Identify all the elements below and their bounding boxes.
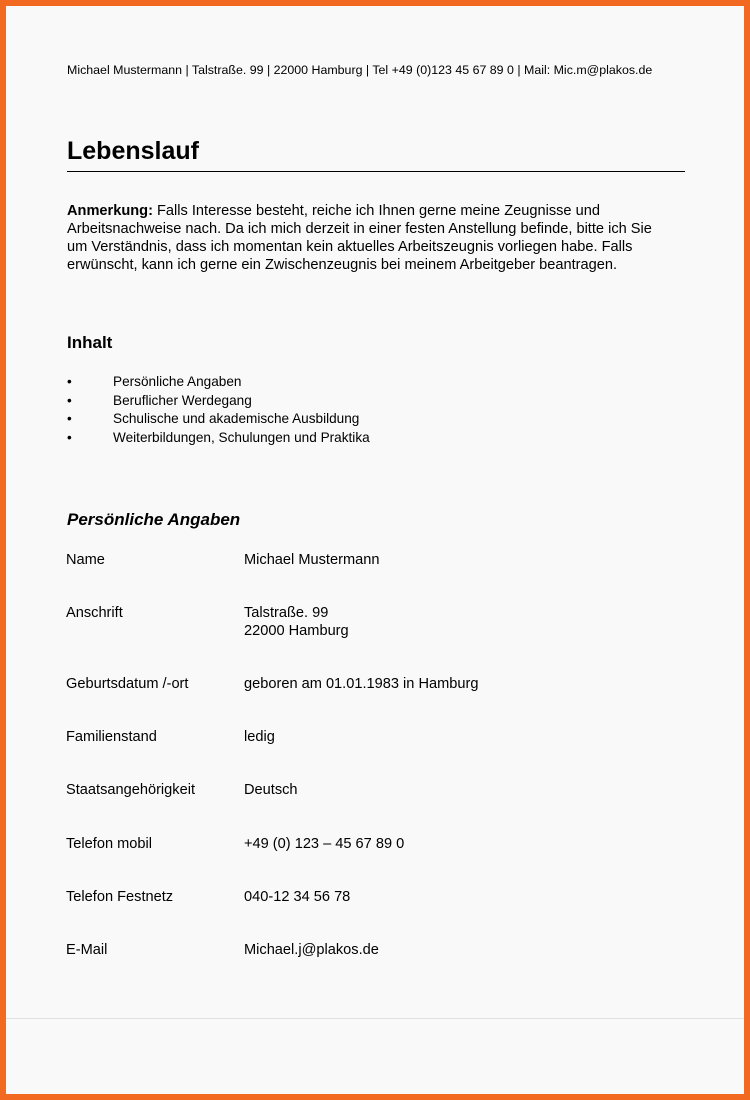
contents-item-label: Persönliche Angaben [113,374,242,389]
field-value: Michael.j@plakos.de [244,942,379,958]
note-label: Anmerkung: [67,203,153,219]
field-value: 040-12 34 56 78 [244,889,351,905]
page-title: Lebenslauf [67,137,199,165]
field-label: E-Mail [66,942,108,958]
footer-divider [6,1018,744,1019]
field-label: Telefon mobil [66,836,152,852]
field-label: Telefon Festnetz [66,889,174,905]
contact-header: Michael Mustermann | Talstraße. 99 | 22000 Hamburg | Tel +49 (0)123 45 67 89 0 | Mail: Mic.m@plakos.de [67,63,653,77]
field-label: Geburtsdatum /-ort [66,676,189,692]
contents-item-label: Beruflicher Werdegang [113,392,252,408]
field-value: geboren am 01.01.1983 in Hamburg [244,676,479,692]
bullet-icon: • [67,411,72,427]
field-label: Name [66,552,105,568]
field-value-line2: 22000 Hamburg [244,623,349,639]
note-text: Falls Interesse besteht, reiche ich Ihnen gerne meine Zeugnisse und Arbeitsnachweise nach. Da ich mich derzeit in einer festen Anstellung befinde, bitte ich Sie um Verständnis, dass ich momentan kein aktuelles Arbeitszeugnis vorliegen habe. Falls erwünscht, kann ich gerne ein Zwischenzeugnis bei meinem Arbeitgeber beantragen. [67,203,652,273]
bullet-icon: • [67,392,72,408]
field-label: Staatsangehörigkeit [66,782,195,798]
bullet-icon: • [67,430,72,446]
field-value: +49 (0) 123 – 45 67 89 0 [244,836,405,852]
contents-heading: Inhalt [67,333,113,352]
title-divider [67,171,685,172]
field-label: Familienstand [66,729,157,745]
bullet-icon: • [67,374,72,389]
field-value: Talstraße. 99 [244,605,329,621]
field-label: Anschrift [66,605,123,621]
contents-item-label: Schulische und akademische Ausbildung [113,411,360,427]
personal-heading: Persönliche Angaben [67,510,241,529]
field-value: Deutsch [244,782,298,798]
contents-item-label: Weiterbildungen, Schulungen und Praktika [113,430,370,446]
note-paragraph [67,202,667,274]
field-value: Michael Mustermann [244,552,380,568]
field-value: ledig [244,729,275,745]
